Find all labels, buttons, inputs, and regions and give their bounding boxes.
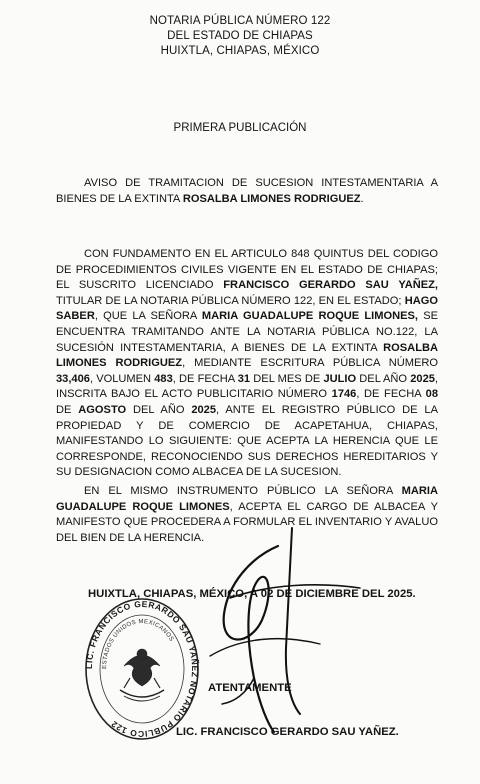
p2-text-9: DEL AÑO bbox=[356, 372, 411, 385]
publication-title: PRIMERA PUBLICACIÓN bbox=[173, 122, 307, 134]
p2-bold-9: 2025 bbox=[410, 372, 435, 385]
p1-text-2: . bbox=[360, 192, 364, 205]
signer-name: LIC. FRANCISCO GERARDO SAU YAÑEZ. bbox=[176, 726, 399, 738]
p1-text-1: AVISO DE TRAMITACION DE SUCESION INTESTAMENTARIA A BIENES DE LA EXTINTA bbox=[56, 177, 438, 205]
p2-bold-2: HAGO SABER bbox=[56, 294, 438, 323]
notice-paragraph-1 bbox=[56, 176, 438, 207]
p2-bold-11: 08 bbox=[425, 388, 438, 401]
p2-text-14: , ANTE EL REGISTRO PÚBLICO DE LA PROPIEDAD Y DE COMERCIO DE ACAPETAHUA, CHIAPAS, MANIFESTANDO LO SIGUIENTE: QUE ACEPTA LA HERENCIA QUE LE CORRESPONDE, RECONOCIENDO SUS DERECHOS HEREDITARIOS Y SU DESIGNACION COMO ALBACEA DE LA SUCESION. bbox=[56, 403, 438, 479]
place-and-date: HUIXTLA, CHIAPAS, MÉXICO, A 02 DE DICIEMBRE DEL 2025. bbox=[88, 588, 416, 600]
p2-text-2: TITULAR DE LA NOTARIA PÚBLICA NÚMERO 122, EN EL ESTADO; bbox=[56, 294, 405, 307]
seal-outer-text: LIC. FRANCISCO GERARDO SAU YAÑEZ NOTARIO PÚBLICO 122 bbox=[84, 598, 200, 740]
notary-header bbox=[0, 14, 480, 59]
p2-text-8: DEL MES DE bbox=[250, 372, 324, 385]
p3-bold-1: MARIA GUADALUPE ROQUE LIMONES bbox=[56, 485, 438, 513]
notice-paragraph-2 bbox=[56, 247, 438, 481]
p2-bold-8: JULIO bbox=[323, 372, 357, 385]
p3-text-1: EN EL MISMO INSTRUMENTO PÚBLICO LA SEÑORA bbox=[84, 485, 402, 497]
closing-atentamente: ATENTAMENTE bbox=[208, 682, 292, 694]
p2-bold-6: 483 bbox=[154, 372, 173, 385]
p2-bold-10: 1746 bbox=[331, 388, 357, 401]
p2-bold-1: FRANCISCO GERARDO SAU YAÑEZ, bbox=[223, 279, 438, 292]
p2-bold-13: 2025 bbox=[191, 403, 217, 416]
p2-bold-3: MARIA GUADALUPE ROQUE LIMONES, bbox=[201, 310, 418, 323]
p2-bold-5: 33,406 bbox=[56, 372, 90, 385]
p3-text-2: , ACEPTA EL CARGO DE ALBACEA Y MANIFESTO QUE PROCEDERA A FORMULAR EL INVENTARIO Y AVALUO DEL BIEN DE LA HERENCIA. bbox=[56, 500, 438, 544]
header-line-3: HUIXTLA, CHIAPAS, MÉXICO bbox=[160, 45, 320, 57]
header-line-2: DEL ESTADO DE CHIAPAS bbox=[167, 30, 313, 42]
handwritten-signature bbox=[150, 488, 370, 738]
p2-text-1: CON FUNDAMENTO EN EL ARTICULO 848 QUINTUS DEL CODIGO DE PROCEDIMIENTOS CIVILES VIGENTE EN EL ESTADO DE CHIAPAS; EL SUSCRITO LICENCIADO bbox=[56, 248, 438, 292]
p2-text-13: DEL AÑO bbox=[126, 403, 192, 416]
p2-text-4: SE ENCUENTRA TRAMITANDO ANTE LA NOTARIA PÚBLICA NO.122, LA SUCESIÓN INTESTAMENTARIA, A BIENES DE LA EXTINTA bbox=[56, 310, 438, 354]
p2-bold-7: 31 bbox=[237, 372, 251, 385]
p1-bold-1: ROSALBA LIMONES RODRIGUEZ bbox=[182, 192, 361, 205]
p2-text-3: , QUE LA SEÑORA bbox=[94, 310, 202, 323]
p2-bold-4: ROSALBA LIMONES RODRIGUEZ bbox=[56, 341, 438, 370]
p2-text-11: , DE FECHA bbox=[356, 388, 426, 401]
p2-text-10: , INSCRITA BAJO EL ACTO PUBLICITARIO NÚMERO bbox=[56, 372, 439, 401]
seal-inner-text: ESTADOS UNIDOS MEXICANOS bbox=[101, 618, 175, 670]
p2-text-5: , MEDIANTE ESCRITURA PÚBLICA NÚMERO bbox=[182, 357, 439, 370]
header-line-1: NOTARIA PÚBLICA NÚMERO 122 bbox=[149, 15, 331, 27]
p2-text-6: , VOLUMEN bbox=[89, 372, 155, 385]
p2-text-12: DE bbox=[56, 403, 79, 416]
p2-bold-12: AGOSTO bbox=[78, 403, 127, 416]
p2-text-7: , DE FECHA bbox=[172, 372, 238, 385]
